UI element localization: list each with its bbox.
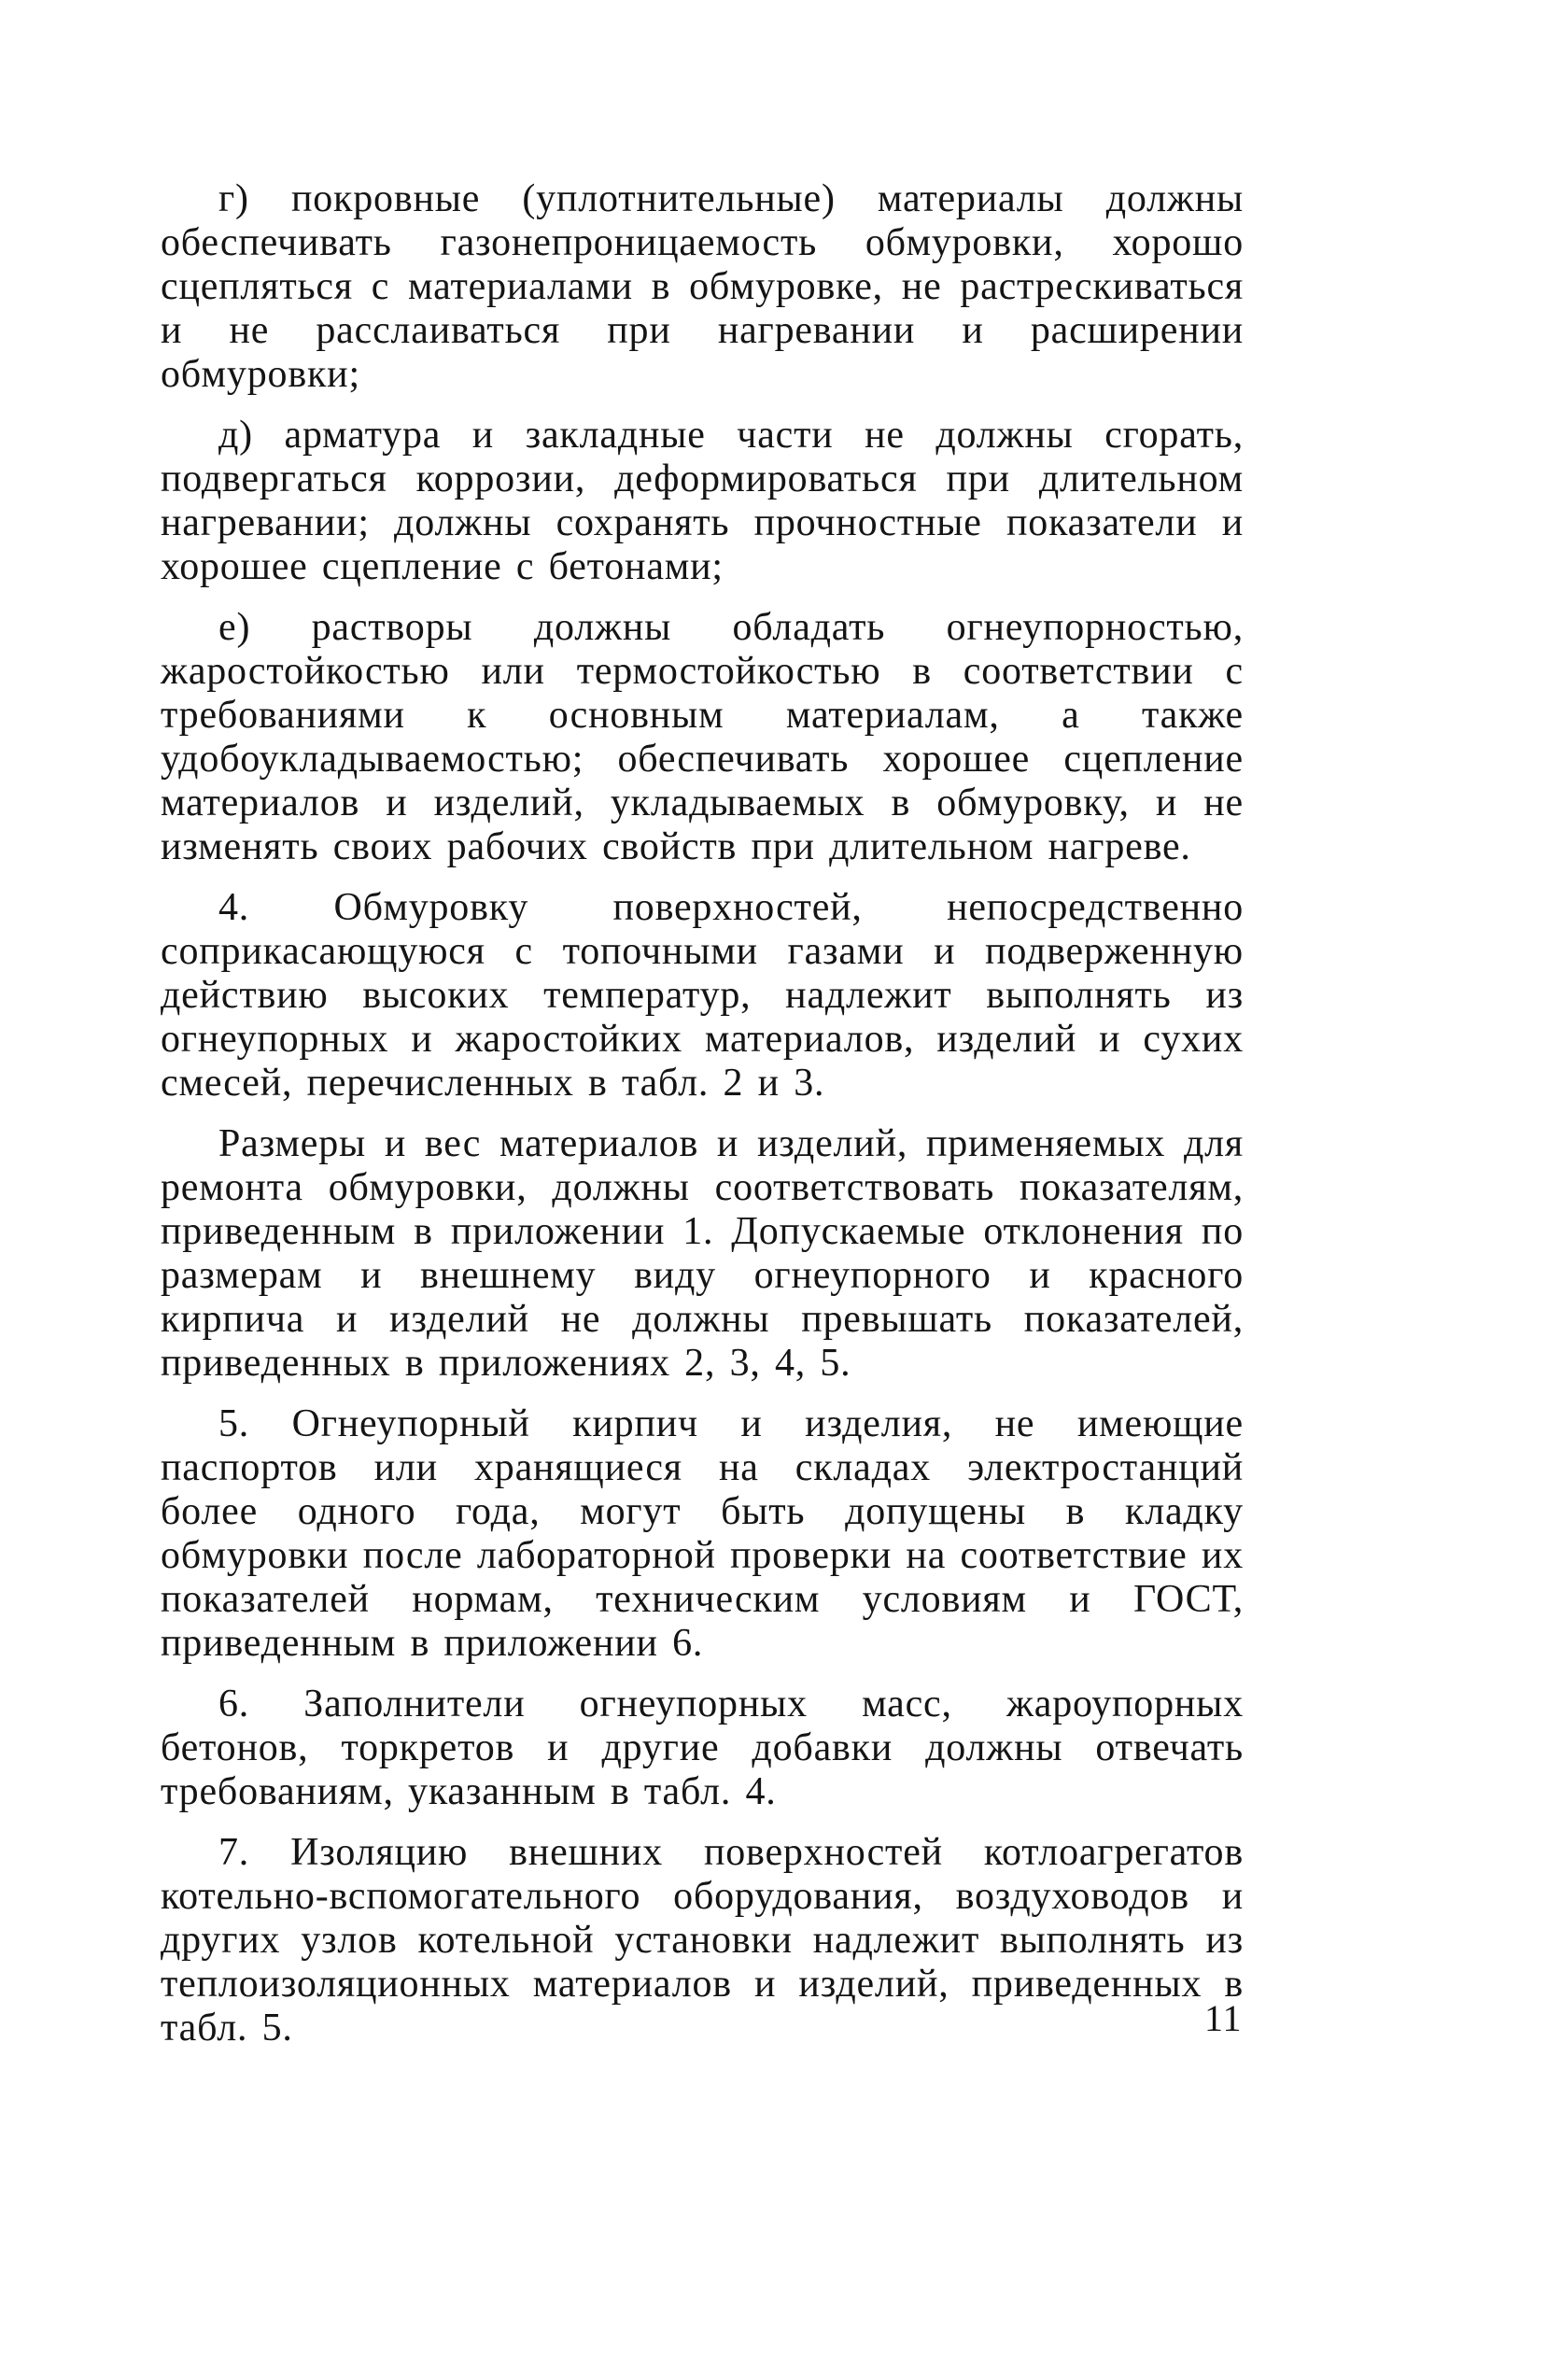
paragraph-5-refractory-brick: 5. Огнеупорный кирпич и изделия, не имеющие паспортов или хранящиеся на складах электростанций более одного года, могут быть допущены в кладку обмуровки после лабораторной проверки на соответствие их показателей нормам, техническим условиям и ГОСТ, приведенным в приложении 6. xyxy=(161,1402,1244,1665)
paragraph-4-furnace-lining: 4. Обмуровку поверхностей, непосредственно соприкасающуюся с топочными газами и подверженную действию высоких температур, надлежит выполнять из огнеупорных и жаростойких материалов, изделий и сухих смесей, перечисленных в табл. 2 и 3. xyxy=(161,886,1244,1105)
page-number: 11 xyxy=(1204,1997,1243,2039)
paragraph-e-mortars: е) растворы должны обладать огнеупорностью, жаростойкостью или термостойкостью в соответствии с требованиями к основным материалам, а также удобоукладываемостью; обеспечивать хорошее сцепление материалов и изделий, укладываемых в обмуровку, и не изменять своих рабочих свойств при длительном нагреве. xyxy=(161,606,1244,868)
paragraph-7-insulation: 7. Изоляцию внешних поверхностей котлоагрегатов котельно-вспомогательного оборудования, воздуховодов и других узлов котельной установки надлежит выполнять из теплоизоляционных материалов и изделий, приведенных в табл. 5. xyxy=(161,1831,1244,2049)
body-text xyxy=(161,177,1244,2067)
paragraph-dimensions-weight: Размеры и вес материалов и изделий, применяемых для ремонта обмуровки, должны соответствовать показателям, приведенным в приложении 1. Допускаемые отклонения по размерам и внешнему виду огнеупорного и красного кирпича и изделий не должны превышать показателей, приведенных в приложениях 2, 3, 4, 5. xyxy=(161,1122,1244,1385)
paragraph-d-reinforcement: д) арматура и закладные части не должны сгорать, подвергаться коррозии, деформироваться при длительном нагревании; должны сохранять прочностные показатели и хорошее сцепление с бетонами; xyxy=(161,414,1244,588)
paragraph-g-sealing-materials: г) покровные (уплотнительные) материалы должны обеспечивать газонепроницаемость обмуровки, хорошо сцепляться с материалами в обмуровке, не растрескиваться и не расслаиваться при нагревании и расширении обмуровки; xyxy=(161,177,1244,396)
paragraph-6-fillers: 6. Заполнители огнеупорных масс, жароупорных бетонов, торкретов и другие добавки должны отвечать требованиям, указанным в табл. 4. xyxy=(161,1683,1244,1813)
